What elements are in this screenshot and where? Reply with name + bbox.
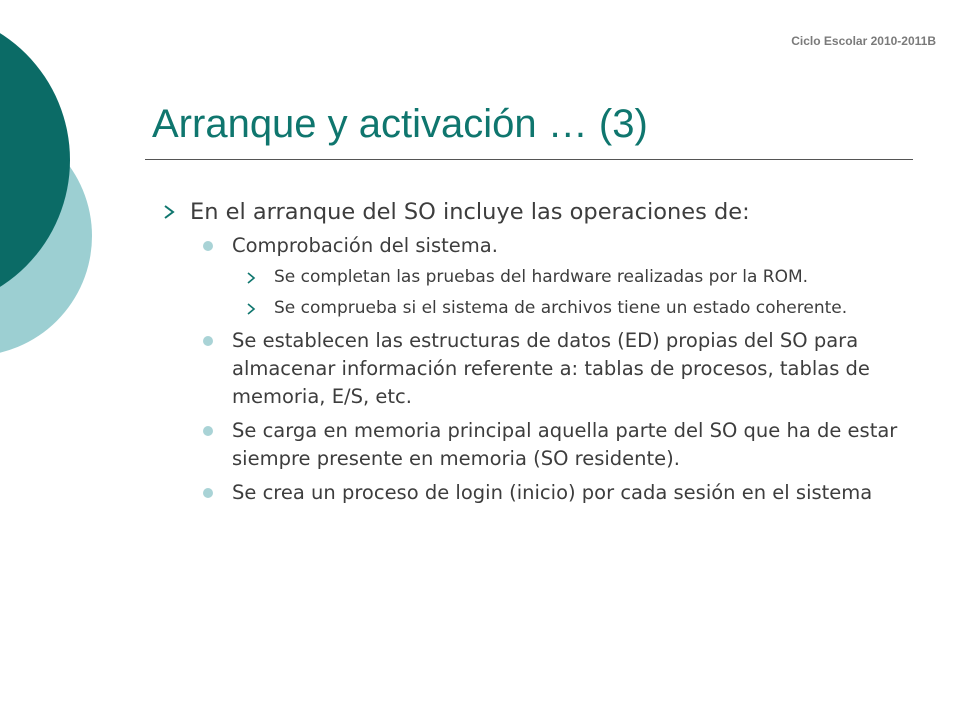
list-item-checking — [232, 232, 900, 260]
arrow-bullet-icon — [160, 203, 178, 221]
slide-title: Arranque y activación … (3) — [152, 102, 648, 146]
arrow-bullet-icon — [244, 302, 258, 316]
dot-bullet-icon — [203, 426, 213, 436]
sub-item-text: Se completan las pruebas del hardware realizadas por la ROM. — [274, 267, 809, 287]
sub-item-filesystem — [274, 297, 900, 319]
dot-bullet-icon — [203, 241, 213, 251]
list-item-text: Se carga en memoria principal aquella parte del SO que ha de estar siempre presente en memoria (SO residente). — [232, 419, 898, 470]
main-point — [160, 196, 900, 228]
slide-body — [160, 196, 900, 507]
list-item-text: Comprobación del sistema. — [232, 234, 498, 257]
sub-item-hardware-tests — [274, 266, 900, 288]
sub-item-text: Se comprueba si el sistema de archivos tiene un estado coherente. — [274, 298, 848, 318]
list-item-login-process — [232, 479, 900, 507]
dot-bullet-icon — [203, 336, 213, 346]
list-item-text: Se establecen las estructuras de datos (ED) propias del SO para almacenar información referente a: tablas de procesos, tablas de memoria, E/S, etc. — [232, 329, 870, 408]
course-label: Ciclo Escolar 2010-2011B — [791, 34, 936, 48]
list-item-resident-load — [232, 417, 900, 473]
arrow-bullet-icon — [244, 271, 258, 285]
list-item-text: Se crea un proceso de login (inicio) por cada sesión en el sistema — [232, 481, 873, 504]
title-divider — [145, 159, 913, 160]
list-item-data-structures — [232, 327, 900, 411]
main-point-text: En el arranque del SO incluye las operaciones de: — [190, 199, 750, 225]
decorative-circles — [0, 0, 120, 400]
dot-bullet-icon — [203, 488, 213, 498]
